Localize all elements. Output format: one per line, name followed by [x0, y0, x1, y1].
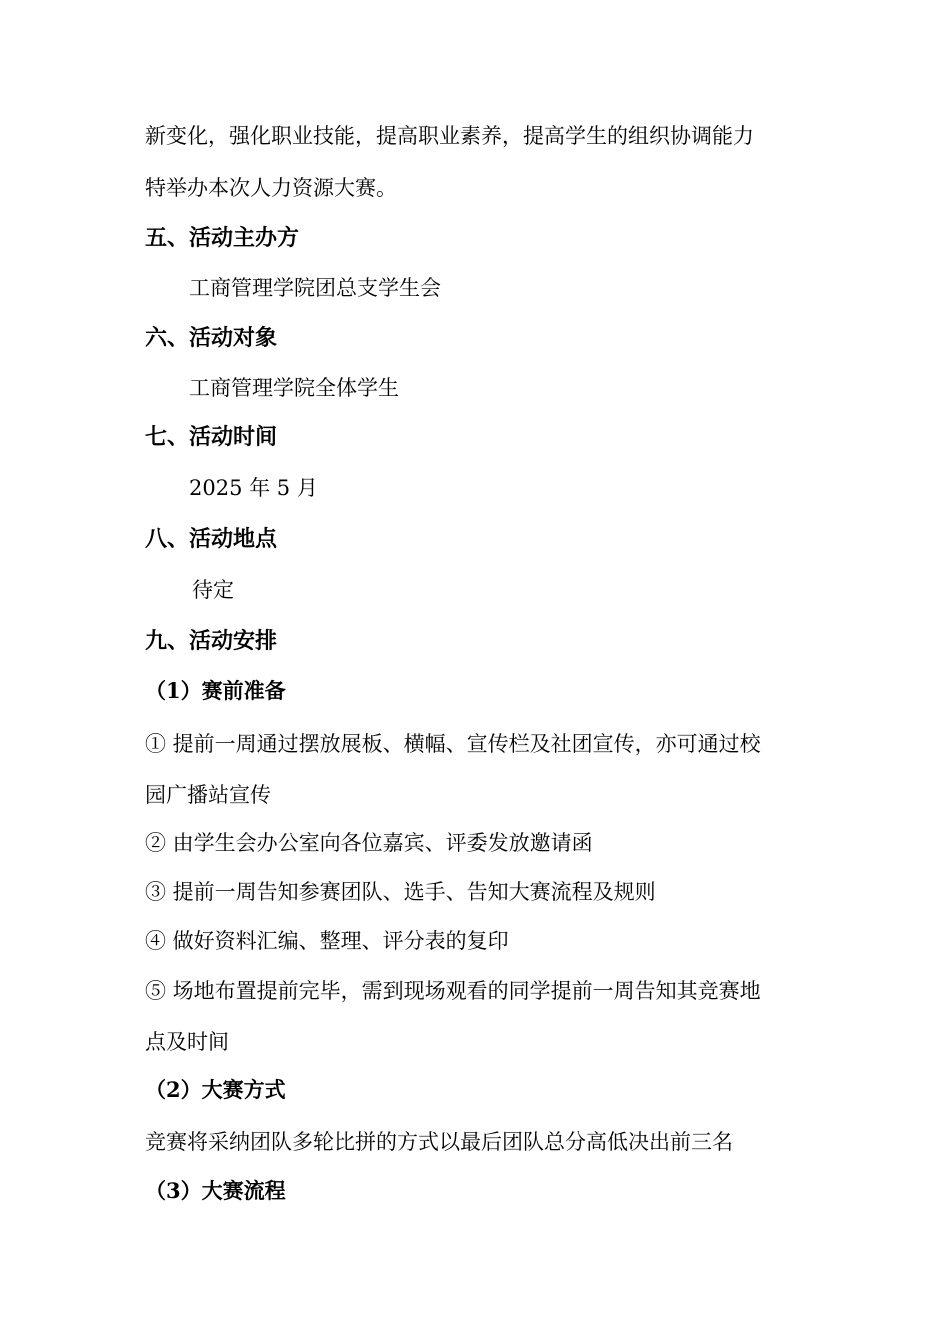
format-text: 竞赛将采纳团队多轮比拼的方式以最后团队总分高低决出前三名 — [145, 1130, 733, 1154]
preparation-item-4: ④ 做好资料汇编、整理、评分表的复印 — [145, 929, 509, 953]
intro-line-2: 特举办本次人力资源大赛。 — [145, 176, 397, 200]
section-heading-arrangement: 九、活动安排 — [145, 628, 278, 654]
format-title: （2）大赛方式 — [145, 1077, 286, 1102]
preparation-item-1-cont: 园广播站宣传 — [145, 783, 271, 807]
section-heading-location: 八、活动地点 — [145, 526, 278, 552]
section-heading-organizer: 五、活动主办方 — [145, 225, 300, 251]
section-heading-time: 七、活动时间 — [145, 424, 278, 450]
section-heading-audience: 六、活动对象 — [145, 325, 278, 351]
preparation-item-5-cont: 点及时间 — [145, 1030, 229, 1054]
organizer-text: 工商管理学院团总支学生会 — [189, 276, 441, 300]
process-title: （3）大赛流程 — [145, 1178, 286, 1203]
location-text: 待定 — [192, 578, 234, 602]
preparation-item-3: ③ 提前一周告知参赛团队、选手、告知大赛流程及规则 — [145, 880, 656, 904]
preparation-item-1: ① 提前一周通过摆放展板、横幅、宣传栏及社团宣传，亦可通过校 — [145, 732, 761, 756]
preparation-item-5: ⑤ 场地布置提前完毕，需到现场观看的同学提前一周告知其竞赛地 — [145, 979, 761, 1003]
time-text: 2025 年 5 月 — [189, 476, 318, 500]
preparation-item-2: ② 由学生会办公室向各位嘉宾、评委发放邀请函 — [145, 831, 593, 855]
intro-line-1: 新变化，强化职业技能，提高职业素养，提高学生的组织协调能力 — [145, 124, 754, 148]
preparation-title: （1）赛前准备 — [145, 678, 286, 703]
audience-text: 工商管理学院全体学生 — [189, 376, 399, 400]
